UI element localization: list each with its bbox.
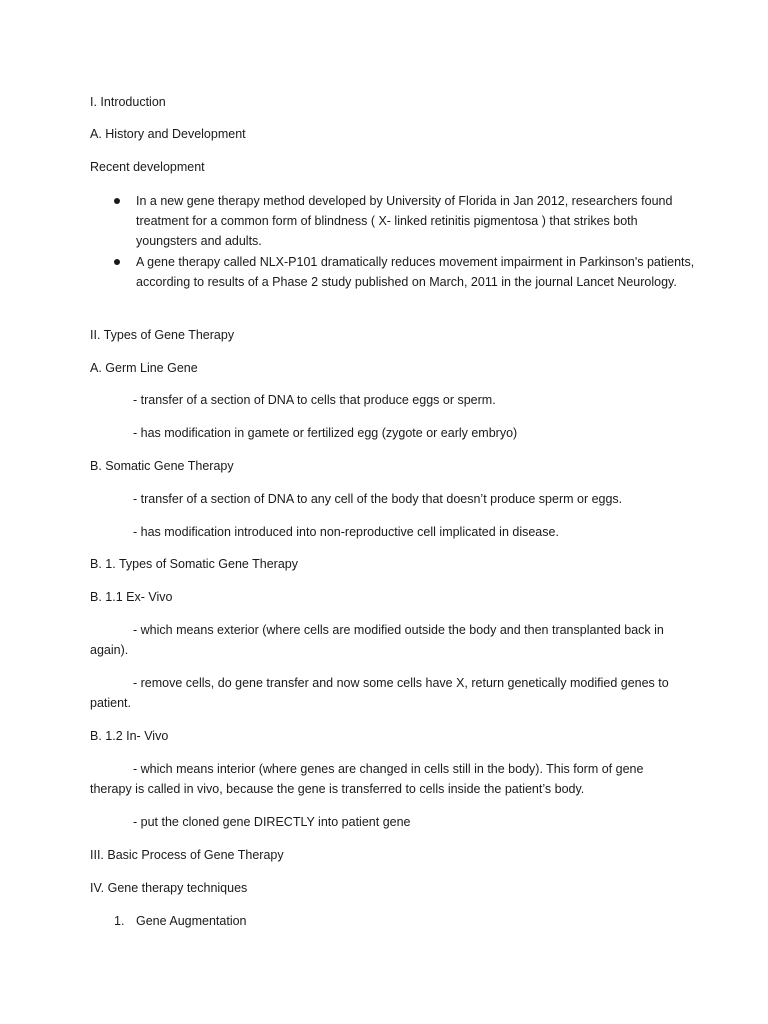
techniques-heading: IV. Gene therapy techniques xyxy=(90,881,248,895)
somatic-point: - has modification introduced into non-reproductive cell implicated in disease. xyxy=(133,525,559,539)
ex-vivo-point: - which means exterior (where cells are modified outside the body and then transplanted back in again). xyxy=(90,623,664,657)
ex-vivo-point: - remove cells, do gene transfer and now some cells have X, return genetically modified genes to patient. xyxy=(90,676,669,710)
process-heading: III. Basic Process of Gene Therapy xyxy=(90,848,284,862)
in-vivo-point: - put the cloned gene DIRECTLY into patient gene xyxy=(133,815,411,829)
technique-label: Gene Augmentation xyxy=(136,914,247,928)
ex-vivo-heading: B. 1.1 Ex- Vivo xyxy=(90,590,173,604)
in-vivo-heading: B. 1.2 In- Vivo xyxy=(90,729,169,743)
bullet-item: In a new gene therapy method developed by University of Florida in Jan 2012, researchers found treatment for a common form of blindness ( X- linked retinitis pigmentosa ) that strikes both youngsters and adults. xyxy=(136,194,673,248)
germ-line-point: - transfer of a section of DNA to cells that produce eggs or sperm. xyxy=(133,393,496,407)
somatic-types-heading: B. 1. Types of Somatic Gene Therapy xyxy=(90,557,298,571)
recent-heading: Recent development xyxy=(90,160,205,174)
somatic-point: - transfer of a section of DNA to any cell of the body that doesn’t produce sperm or eggs. xyxy=(133,492,623,506)
in-vivo-point: - which means interior (where genes are changed in cells still in the body). This form of gene therapy is called in vivo, because the gene is transferred to cells inside the patient’s body. xyxy=(90,762,644,796)
history-heading: A. History and Development xyxy=(90,127,246,141)
intro-heading: I. Introduction xyxy=(90,95,166,109)
germ-line-point: - has modification in gamete or fertilized egg (zygote or early embryo) xyxy=(133,426,518,440)
somatic-heading: B. Somatic Gene Therapy xyxy=(90,459,234,473)
bullet-item: A gene therapy called NLX-P101 dramatically reduces movement impairment in Parkinson's patients, according to results of a Phase 2 study published on March, 2011 in the journal Lancet Neurology. xyxy=(136,255,695,289)
bullet-icon xyxy=(114,259,120,265)
types-heading: II. Types of Gene Therapy xyxy=(90,328,235,342)
technique-number: 1. xyxy=(114,914,125,928)
bullet-icon xyxy=(114,198,120,204)
germ-line-heading: A. Germ Line Gene xyxy=(90,361,198,375)
